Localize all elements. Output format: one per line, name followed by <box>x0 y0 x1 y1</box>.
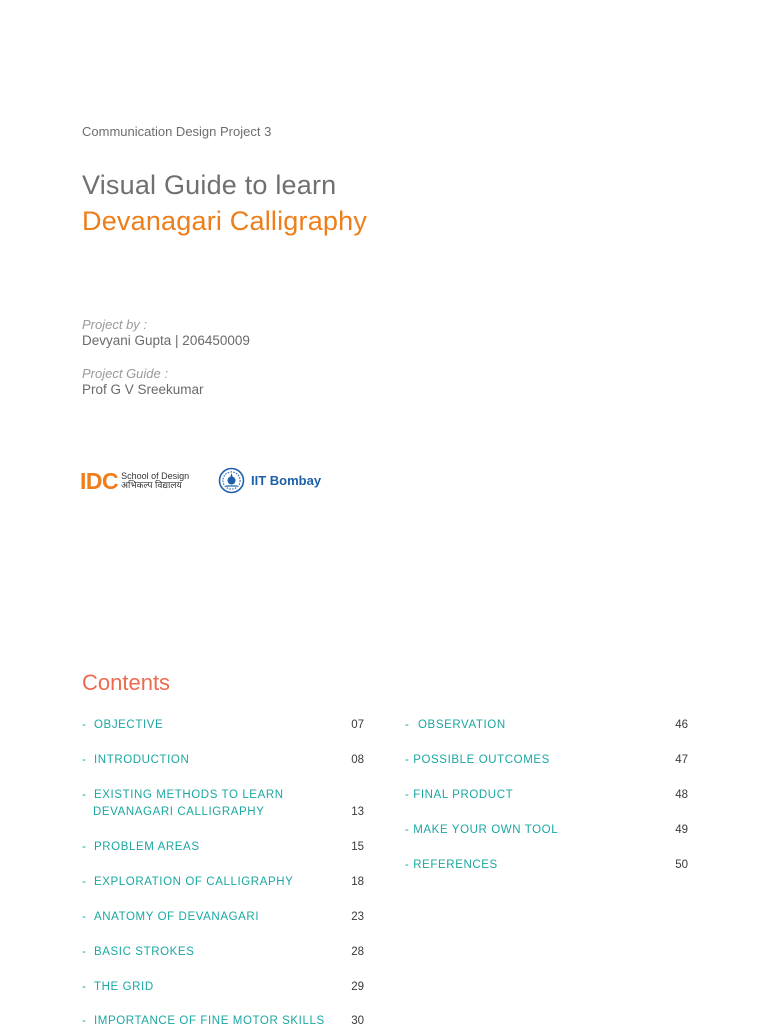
toc-item-label: - REFERENCES <box>405 859 498 871</box>
iit-bombay-logo <box>218 465 321 495</box>
toc-item-page: 50 <box>675 859 688 871</box>
toc-item-label: DEVANAGARI CALLIGRAPHY <box>93 806 265 818</box>
toc-item-page: 15 <box>351 841 364 853</box>
toc-item-page: 29 <box>351 981 364 993</box>
toc-item-page: 23 <box>351 911 364 923</box>
project-guide-label: Project Guide : <box>82 366 168 381</box>
toc-item-label: - POSSIBLE OUTCOMES <box>405 754 550 766</box>
toc-item-label: - FINAL PRODUCT <box>405 789 514 801</box>
toc-item-label: - MAKE YOUR OWN TOOL <box>405 824 559 836</box>
idc-school-name-hindi: अभिकल्प विद्यालय <box>121 480 182 490</box>
toc-item-label: EXISTING METHODS TO LEARN <box>94 789 284 801</box>
toc-item-page: 48 <box>675 789 688 801</box>
toc-item-page: 07 <box>351 719 364 731</box>
toc-item-page: 08 <box>351 754 364 766</box>
idc-logo <box>80 466 189 496</box>
iit-bombay-emblem-icon <box>218 467 245 494</box>
project-guide-value: Prof G V Sreekumar <box>82 382 204 397</box>
toc-item-dash: - <box>82 981 87 993</box>
title-line-2: Devanagari Calligraphy <box>82 206 368 236</box>
toc-item-dash: - <box>82 841 87 853</box>
toc-item-label: OBJECTIVE <box>94 719 164 731</box>
iit-bombay-name: IIT Bombay <box>251 472 322 488</box>
toc-item-page: 46 <box>675 719 688 731</box>
toc-item-dash: - <box>82 754 87 766</box>
idc-mark: IDC <box>80 467 119 494</box>
toc-item-label: BASIC STROKES <box>94 946 195 958</box>
toc-item-page: 28 <box>351 946 364 958</box>
toc-item-label: ANATOMY OF DEVANAGARI <box>94 911 260 923</box>
toc-item-page: 47 <box>675 754 688 766</box>
toc-item-label: IMPORTANCE OF FINE MOTOR SKILLS <box>94 1015 325 1024</box>
contents-heading: Contents <box>82 670 171 695</box>
title-line-1: Visual Guide to learn <box>82 170 337 200</box>
toc-item-label: EXPLORATION OF CALLIGRAPHY <box>94 876 294 888</box>
toc-item-dash: - <box>405 719 410 731</box>
toc-item-label: OBSERVATION <box>418 719 506 731</box>
toc-item-page: 13 <box>351 806 364 818</box>
toc-item-label: PROBLEM AREAS <box>94 841 200 853</box>
toc-item-page: 18 <box>351 876 364 888</box>
toc-item-page: 49 <box>675 824 688 836</box>
toc-item-label: INTRODUCTION <box>94 754 190 766</box>
toc-item-dash: - <box>82 876 87 888</box>
idc-school-name: School of Design <box>121 470 190 481</box>
toc-item-label: THE GRID <box>94 981 154 993</box>
toc-item-dash: - <box>82 946 87 958</box>
course-name: Communication Design Project 3 <box>82 124 272 139</box>
toc-item-dash: - <box>82 789 87 801</box>
toc-item-page: 30 <box>351 1015 364 1024</box>
idc-text <box>121 472 189 491</box>
project-by-value: Devyani Gupta | 206450009 <box>82 333 250 348</box>
toc-item-dash: - <box>82 911 87 923</box>
toc-item-dash: - <box>82 719 87 731</box>
toc-item-dash: - <box>82 1015 87 1024</box>
project-by-label: Project by : <box>82 317 148 332</box>
